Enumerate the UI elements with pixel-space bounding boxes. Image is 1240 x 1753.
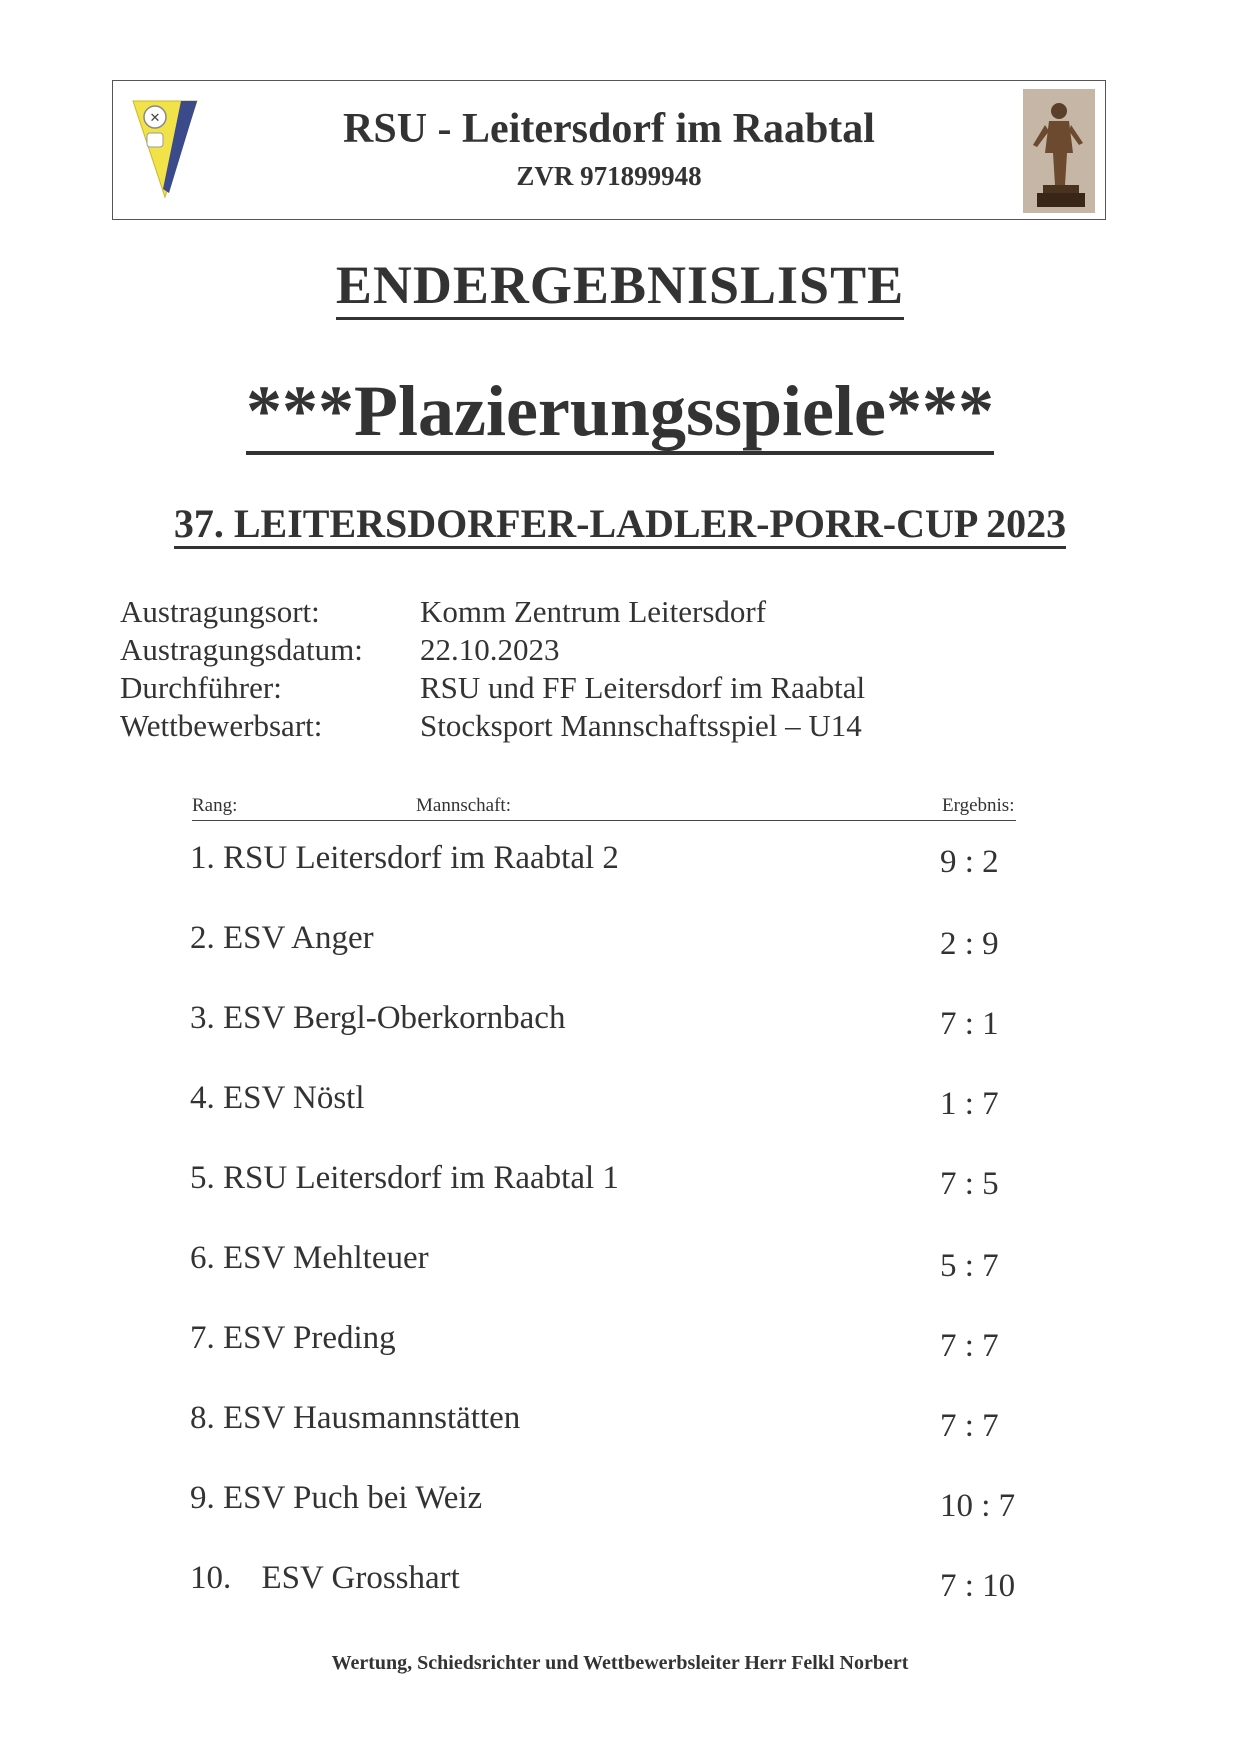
- zvr-number: ZVR 971899948: [516, 161, 702, 191]
- ranking-row: [190, 1320, 396, 1357]
- rank-number: 9.: [190, 1480, 215, 1516]
- match-result: 10 : 7: [940, 1488, 1016, 1524]
- rank-number: 5.: [190, 1160, 215, 1196]
- team-name: ESV Grosshart: [261, 1560, 460, 1596]
- info-label: Durchführer:: [120, 670, 282, 705]
- page-subtitle: [0, 370, 1240, 453]
- rank-number: 6.: [190, 1240, 215, 1276]
- team-name: ESV Puch bei Weiz: [223, 1480, 483, 1516]
- page-title: [0, 254, 1240, 316]
- ranking-row: [190, 1080, 365, 1117]
- team-name: ESV Hausmannstätten: [223, 1400, 521, 1436]
- ranking-row: [190, 1240, 429, 1277]
- rank-number: 7.: [190, 1320, 215, 1356]
- info-value: RSU und FF Leitersdorf im Raabtal: [420, 670, 866, 705]
- header-divider: [192, 820, 1016, 821]
- team-name: ESV Anger: [223, 920, 374, 956]
- match-result: 7 : 7: [940, 1328, 999, 1364]
- match-result: 5 : 7: [940, 1248, 999, 1284]
- page-subtitle-text: ***Plazierungsspiele***: [246, 371, 994, 455]
- footer-note: Wertung, Schiedsrichter und Wettbewerbsleiter Herr Felkl Norbert: [331, 1652, 909, 1674]
- column-header-result: Ergebnis:: [942, 795, 1015, 816]
- svg-text:✕: ✕: [149, 111, 161, 126]
- cup-title: [0, 500, 1240, 547]
- ranking-row: [190, 1560, 460, 1597]
- rank-number: 3.: [190, 1000, 215, 1036]
- ranking-row: [190, 1000, 565, 1037]
- rank-number: 10.: [190, 1560, 232, 1596]
- rank-number: 2.: [190, 920, 215, 956]
- info-value: Komm Zentrum Leitersdorf: [420, 594, 767, 629]
- match-result: 2 : 9: [940, 926, 999, 962]
- ranking-row: [190, 920, 374, 957]
- ranking-row: [190, 840, 619, 877]
- cup-title-text: 37. LEITERSDORFER-LADLER-PORR-CUP 2023: [174, 501, 1066, 549]
- info-label: Wettbewerbsart:: [120, 708, 323, 743]
- page-title-text: ENDERGEBNISLISTE: [336, 255, 904, 320]
- info-value: Stocksport Mannschaftsspiel – U14: [420, 708, 862, 743]
- rank-number: 4.: [190, 1080, 215, 1116]
- match-result: 7 : 10: [940, 1568, 1016, 1604]
- info-label: Austragungsort:: [120, 594, 320, 629]
- match-result: 7 : 5: [940, 1166, 999, 1202]
- ranking-row: [190, 1480, 482, 1517]
- ranking-row: [190, 1160, 619, 1197]
- column-header-rank: Rang:: [192, 795, 238, 816]
- match-result: 9 : 2: [940, 844, 999, 880]
- match-result: 7 : 1: [940, 1006, 999, 1042]
- club-name: RSU - Leitersdorf im Raabtal: [343, 106, 875, 152]
- team-name: RSU Leitersdorf im Raabtal 1: [223, 1160, 619, 1196]
- team-name: ESV Nöstl: [223, 1080, 365, 1116]
- column-header-team: Mannschaft:: [416, 795, 511, 816]
- info-label: Austragungsdatum:: [120, 632, 363, 667]
- club-header: [112, 80, 1106, 220]
- ranking-row: [190, 1400, 520, 1437]
- trophy-statue-image: [1023, 89, 1095, 213]
- team-name: ESV Bergl-Oberkornbach: [223, 1000, 566, 1036]
- rank-number: 8.: [190, 1400, 215, 1436]
- team-name: ESV Mehlteuer: [223, 1240, 429, 1276]
- match-result: 7 : 7: [940, 1408, 999, 1444]
- info-value: 22.10.2023: [420, 632, 560, 667]
- match-result: 1 : 7: [940, 1086, 999, 1122]
- team-name: ESV Preding: [223, 1320, 396, 1356]
- rank-number: 1.: [190, 840, 215, 876]
- team-name: RSU Leitersdorf im Raabtal 2: [223, 840, 619, 876]
